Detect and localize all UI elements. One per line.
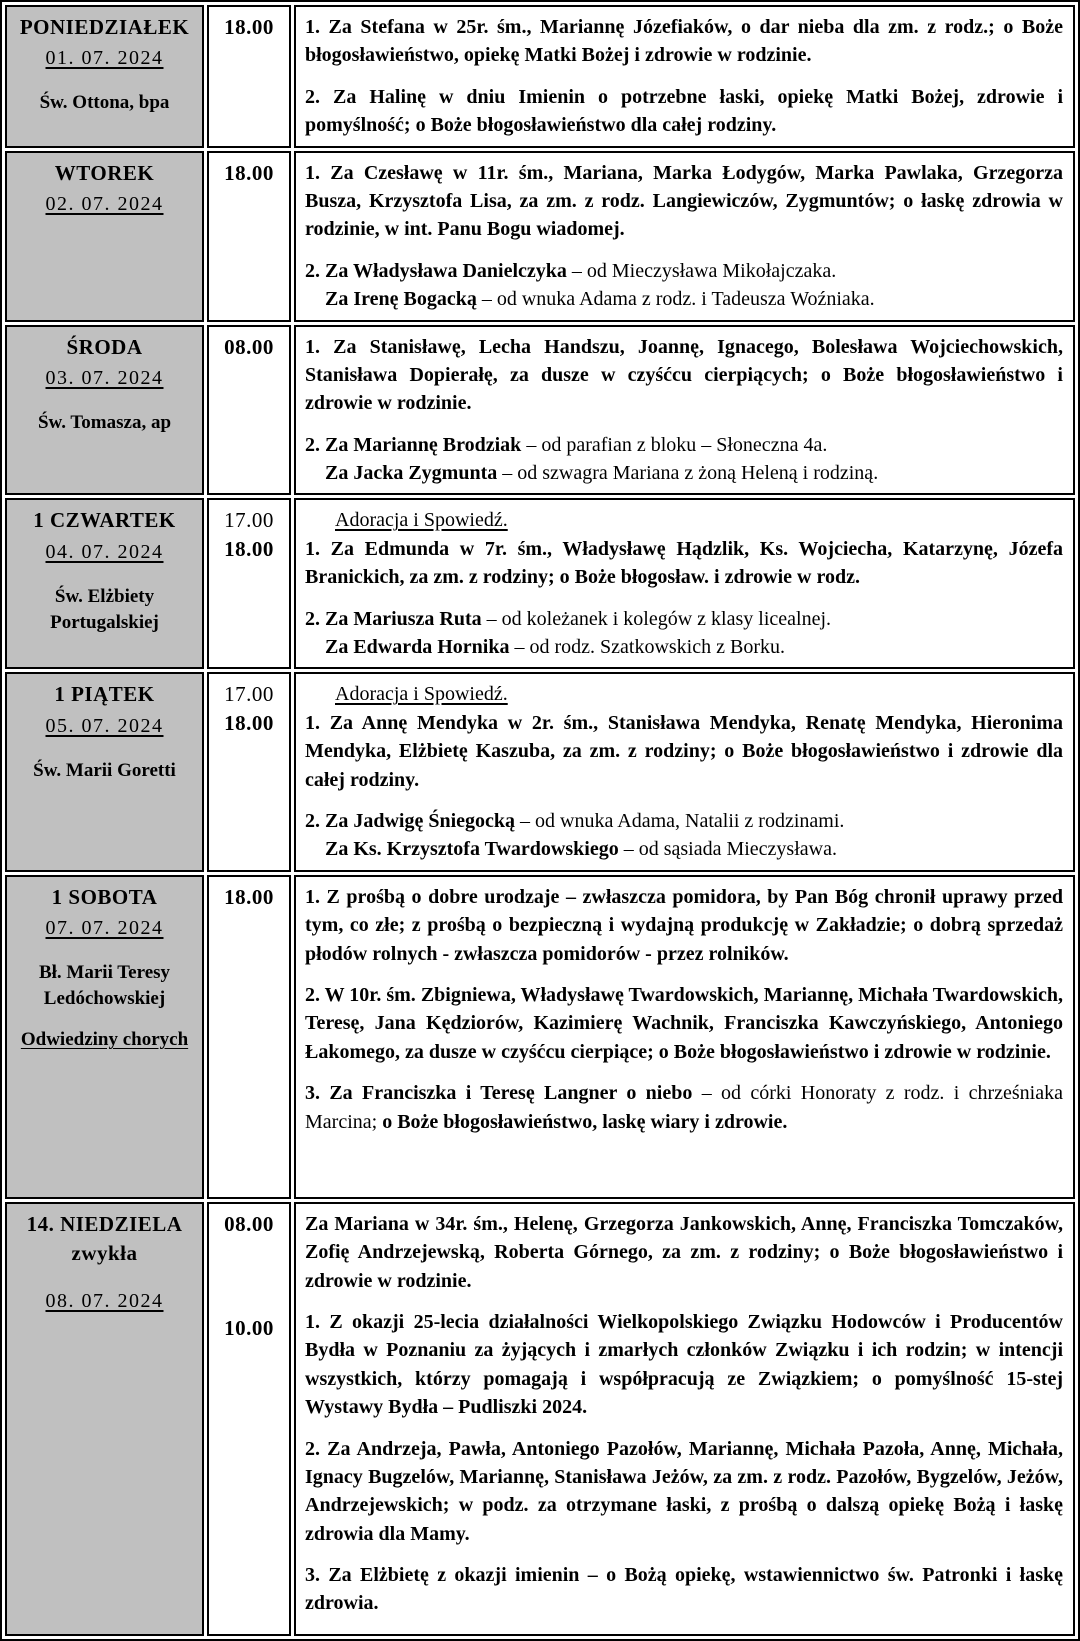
day-cell bbox=[5, 325, 204, 496]
day-cell bbox=[5, 151, 204, 322]
intention-paragraph bbox=[305, 981, 1063, 1066]
intention-segment: Za Ks. Krzysztofa Twardowskiego bbox=[305, 838, 624, 861]
intention-paragraph bbox=[305, 605, 1063, 662]
day-title: ŚRODA bbox=[66, 334, 143, 359]
intention-segment: 2. Za Mariannę Brodziak bbox=[305, 433, 527, 456]
day-title: 14. NIEDZIELA zwykła bbox=[26, 1211, 183, 1266]
time-cell bbox=[207, 672, 291, 871]
day-cell bbox=[5, 672, 204, 871]
day-date: 03. 07. 2024 bbox=[45, 366, 164, 389]
intention-segment: – od koleżanek i kolegów z klasy licealnej. bbox=[486, 607, 831, 630]
intention-paragraph bbox=[305, 83, 1063, 140]
intention-segment: – od sąsiada Mieczysława. bbox=[623, 838, 837, 861]
intention-segment: – od Mieczysława Mikołajczaka. bbox=[571, 259, 837, 282]
intention-paragraph bbox=[305, 333, 1063, 418]
day-cell bbox=[5, 875, 204, 1199]
table-row bbox=[5, 5, 1075, 148]
table-body bbox=[5, 5, 1075, 1636]
intention-segment: – od wnuka Adama z rodz. i Tadeusza Woźniaka. bbox=[481, 288, 875, 311]
time-value: 18.00 bbox=[224, 536, 274, 561]
intentions-cell bbox=[294, 151, 1075, 322]
intention-segment: 2. Za Jadwigę Śniegocką bbox=[305, 809, 521, 832]
time-value: 18.00 bbox=[224, 15, 274, 39]
time-value: 08.00 bbox=[224, 1211, 274, 1236]
table-row bbox=[5, 875, 1075, 1199]
intention-segment bbox=[305, 509, 335, 531]
day-cell bbox=[5, 5, 204, 148]
time-cell bbox=[207, 498, 291, 669]
intention-paragraph bbox=[305, 257, 1063, 314]
day-cell bbox=[5, 498, 204, 669]
intention-segment: 1. Za Stefana w 25r. śm., Mariannę Józefiaków, o dar nieba dla zm. z rodz.; o Boże błogosławieństwo, opiekę Matki Bożej i zdrowie w rodzinie. bbox=[305, 16, 1063, 67]
table-row bbox=[5, 325, 1075, 496]
time-value: 18.00 bbox=[224, 710, 274, 735]
intention-segment bbox=[305, 683, 335, 705]
intention-paragraph bbox=[305, 506, 1063, 534]
intention-segment: Za Jacka Zygmunta bbox=[305, 462, 503, 485]
time-value: 08.00 bbox=[224, 334, 274, 359]
intention-segment: 1. Z prośbą o dobre urodzaje – zwłaszcza pomidora, by Pan Bóg chronił uprawy przed tym, co złe; z prośbą o bezpieczną i wydajną produkcję w Zakładzie; o dobrą sprzedaż płodów rolnych - zwłaszcza pomidorów - przez rolników. bbox=[305, 885, 1063, 965]
intention-segment: o Boże błogosławieństwo, laskę wiary i zdrowie. bbox=[382, 1110, 788, 1133]
intention-segment: 2. W 10r. śm. Zbigniewa, Władysławę Twardowskich, Mariannę, Michała Twardowskich, Teresę, Jana Kędziorów, Kazimierę Wachnik, Franciszka Kawczyńskiego, Antoniego Łakomego, za dusze w czyśćcu cierpiące; o Boże błogosławieństwo i zdrowie w rodzinie. bbox=[305, 983, 1063, 1063]
table-row bbox=[5, 498, 1075, 669]
intention-segment: – od wnuka Adama, Natalii z rodzinami. bbox=[520, 809, 845, 832]
time-value: 17.00 bbox=[224, 682, 274, 707]
saint-name: Św. Tomasza, ap bbox=[37, 411, 172, 433]
intention-segment: Za Irenę Bogacką bbox=[305, 288, 482, 311]
intention-segment: – od córki Honoraty z rodz. i chrześniaka Marcina; bbox=[305, 1082, 1063, 1133]
table-row bbox=[5, 151, 1075, 322]
intention-segment: 2. Za Mariusza Ruta bbox=[305, 607, 487, 630]
intention-segment: Za Mariana w 34r. śm., Helenę, Grzegorza Jankowskich, Annę, Franciszka Tomczaków, Zofię Andrzejewską, Roberta Górnego, za zm. z rodziny; o Boże błogosławieństwo i zdrowie w rodzinie. bbox=[305, 1212, 1063, 1292]
intention-paragraph bbox=[305, 883, 1063, 968]
intention-segment: Adoracja i Spowiedź. bbox=[335, 509, 508, 532]
intentions-cell bbox=[294, 1202, 1075, 1636]
day-title: WTOREK bbox=[54, 160, 155, 185]
visit-note: Odwiedziny chorych bbox=[20, 1029, 189, 1051]
intentions-cell bbox=[294, 498, 1075, 669]
intention-segment: 2. Za Andrzeja, Pawła, Antoniego Pazołów, Mariannę, Michała Pazoła, Annę, Michała, Ignacy Bugzelów, Mariannę, Stanisława Jeżów, za zm. z rodz. Pazołów, Bygzelów, Jeżów, Andrzejewskich; w podz. za otrzymane łaski, z prośbą o dalszą opiekę Bożą i łaskę zdrowia dla Mamy. bbox=[305, 1437, 1063, 1545]
saint-name: Św. Marii Goretti bbox=[33, 759, 176, 781]
intentions-cell bbox=[294, 325, 1075, 496]
time-value: 17.00 bbox=[224, 508, 274, 533]
intention-segment: 1. Z okazji 25-lecia działalności Wielkopolskiego Związku Hodowców i Producentów Bydła w Poznaniu za żyjących i zmarłych członków Związku i ich rodzin; w intencji wszystkich, którzy pomagają i współpracują ze Związkiem; o pomyślność 15-stej Wystawy Bydła – Pudliszki 2024. bbox=[305, 1310, 1063, 1419]
intention-segment: 2. Za Władysława Danielczyka bbox=[305, 259, 572, 282]
intentions-cell bbox=[294, 875, 1075, 1199]
saint-name: Św. Ottona, bpa bbox=[39, 92, 170, 114]
intention-segment: 3. Za Elżbietę z okazji imienin – o Bożą opiekę, wstawiennictwo św. Patronki i łaskę zdrowia. bbox=[305, 1564, 1063, 1615]
time-cell bbox=[207, 151, 291, 322]
day-date: 04. 07. 2024 bbox=[45, 540, 164, 563]
time-cell bbox=[207, 5, 291, 148]
intention-segment: 1. Za Czesławę w 11r. śm., Mariana, Marka Łodygów, Marka Pawlaka, Grzegorza Busza, Krzysztofa Lisa, za zm. z rodz. Langiewiczów, Zygmuntów; o łaskę zdrowia w rodzinie, w int. Panu Bogu wiadomej. bbox=[305, 161, 1063, 241]
intentions-cell bbox=[294, 672, 1075, 871]
intention-segment: 3. Za Franciszka i Teresę Langner o niebo bbox=[305, 1082, 702, 1105]
intention-segment: 1. Za Annę Mendyka w 2r. śm., Stanisława Mendyka, Renatę Mendyka, Hieronima Mendyka, Elżbietę Kaszuba, za zm. z rodziny; o Boże błogosławieństwo i zdrowie dla całej rodziny. bbox=[305, 711, 1063, 791]
day-date: 07. 07. 2024 bbox=[45, 917, 164, 940]
day-title: 1 PIĄTEK bbox=[54, 682, 155, 707]
day-date: 02. 07. 2024 bbox=[45, 192, 164, 215]
intention-paragraph bbox=[305, 1079, 1063, 1136]
intention-segment: 1. Za Stanisławę, Lecha Handszu, Joannę, Ignacego, Bolesława Wojciechowskich, Stanisława Dopierałę, za dusze w czyśćcu cierpiących; o Boże błogosławieństwo i zdrowie w rodzinie. bbox=[305, 335, 1063, 415]
day-title: 1 SOBOTA bbox=[51, 884, 158, 909]
intention-paragraph bbox=[305, 807, 1063, 864]
table-row bbox=[5, 1202, 1075, 1636]
intention-paragraph bbox=[305, 159, 1063, 244]
day-date: 08. 07. 2024 bbox=[45, 1289, 164, 1312]
day-cell bbox=[5, 1202, 204, 1636]
intention-paragraph bbox=[305, 709, 1063, 794]
day-title: 1 CZWARTEK bbox=[33, 508, 176, 533]
intention-segment: 2. Za Halinę w dniu Imienin o potrzebne łaski, opiekę Matki Bożej, zdrowie i pomyślność; o Boże błogosławieństwo dla całej rodziny. bbox=[305, 85, 1063, 137]
intention-segment: Za Edwarda Hornika bbox=[305, 636, 515, 659]
time-cell bbox=[207, 1202, 291, 1636]
intention-segment: – od rodz. Szatkowskich z Borku. bbox=[514, 636, 785, 659]
intention-paragraph bbox=[305, 1561, 1063, 1618]
day-title: PONIEDZIAŁEK bbox=[19, 15, 190, 39]
intention-segment: – od parafian z bloku – Słoneczna 4a. bbox=[526, 433, 828, 456]
intention-paragraph bbox=[305, 431, 1063, 488]
intention-segment: – od szwagra Mariana z żoną Heleną i rodziną. bbox=[502, 462, 879, 485]
saint-name: Bł. Marii Teresy Ledóchowskiej bbox=[38, 962, 171, 1009]
intention-paragraph bbox=[305, 680, 1063, 708]
intention-paragraph bbox=[305, 1210, 1063, 1295]
intentions-cell bbox=[294, 5, 1075, 148]
day-date: 01. 07. 2024 bbox=[45, 47, 164, 70]
saint-name: Św. Elżbiety Portugalskiej bbox=[50, 585, 159, 633]
time-cell bbox=[207, 325, 291, 496]
day-date: 05. 07. 2024 bbox=[45, 714, 164, 737]
intention-paragraph bbox=[305, 1435, 1063, 1549]
intention-paragraph bbox=[305, 13, 1063, 70]
table-row bbox=[5, 672, 1075, 871]
time-value: 10.00 bbox=[224, 1316, 274, 1341]
time-value: 18.00 bbox=[224, 884, 274, 909]
intention-segment: Adoracja i Spowiedź. bbox=[335, 683, 508, 706]
intention-paragraph bbox=[305, 1308, 1063, 1422]
time-cell bbox=[207, 875, 291, 1199]
intention-segment: 1. Za Edmunda w 7r. śm., Władysławę Hądzlik, Ks. Wojciecha, Katarzynę, Józefa Branickich, za zm. z rodziny; o Boże błogosław. i zdrowie w rodz. bbox=[305, 537, 1063, 589]
intention-paragraph bbox=[305, 535, 1063, 592]
time-value: 18.00 bbox=[224, 160, 274, 185]
